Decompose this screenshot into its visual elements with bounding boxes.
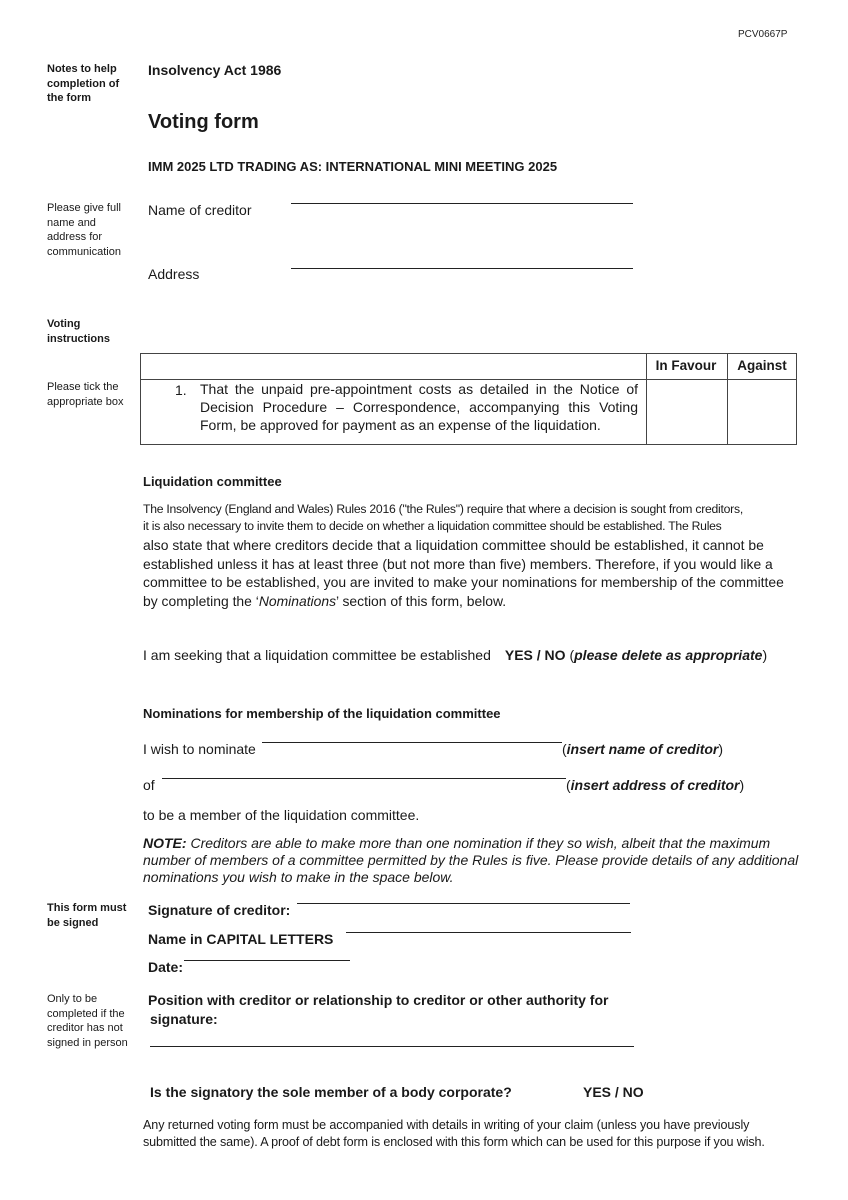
capital-name-field[interactable] [346,932,631,933]
creditor-address-field[interactable] [291,268,633,269]
resolution-number: 1. [175,382,187,398]
committee-para-line2: it is also necessary to invite them to decide on whether a liquidation committee should be established. The Rules [143,519,722,533]
side-note-voting-instructions: Voting instructions [47,318,110,345]
side-note-name-address: Please give full name and address for communication [47,202,121,258]
seeking-yes-no[interactable]: YES / NO [504,647,566,663]
position-label: Position with creditor or relationship to creditor or other authority for [148,992,609,1008]
date-label: Date: [148,959,184,975]
member-text: to be a member of the liquidation committee. [143,807,420,823]
nominee-address-field[interactable] [162,778,566,779]
signature-field[interactable] [297,903,630,904]
side-note-must-sign: This form must be signed [47,902,127,929]
nominations-note [143,835,803,886]
seeking-text: I am seeking that a liquidation committee be established [143,647,491,663]
position-field[interactable] [150,1046,634,1047]
form-reference: PCV0667P [738,29,788,40]
sole-member-question: Is the signatory the sole member of a body corporate? [150,1084,512,1100]
column-in-favour: In Favour [655,358,717,373]
nominations-heading: Nominations for membership of the liquidation committee [143,706,501,721]
page-title: Voting form [148,111,259,133]
committee-para-line1: The Insolvency (England and Wales) Rules 2016 ("the Rules") require that where a decision is sought from creditors, [143,502,743,516]
against-checkbox[interactable] [728,380,797,444]
nominee-name-hint: (insert name of creditor) [562,741,724,757]
date-field[interactable] [184,960,350,961]
committee-para-text: also state that where creditors decide that a liquidation committee should be established, it cannot be established unless it has at least three (but not more than five) members. Therefore, if you would like a committee to be established, you are invited to make your nominations for membership of the committee by completing the ‘ [143,537,784,609]
capital-name-label: Name in CAPITAL LETTERS [148,931,334,947]
liquidation-committee-heading: Liquidation committee [143,474,282,489]
seeking-hint: please delete as appropriate [574,647,763,663]
in-favour-checkbox[interactable] [647,380,727,444]
vote-table-header [141,354,796,380]
side-note-tick: Please tick the appropriate box [47,381,124,408]
act-heading: Insolvency Act 1986 [148,62,282,78]
committee-paragraph [143,536,795,610]
column-against: Against [737,358,787,373]
vote-table [140,353,797,445]
note-label: NOTE: [143,835,187,851]
sole-member-yes-no[interactable]: YES / NO [583,1084,644,1100]
creditor-name-field[interactable] [291,203,633,204]
footer-line1: Any returned voting form must be accompanied with details in writing of your claim (unless you have previously [143,1118,750,1132]
creditor-name-label: Name of creditor [148,202,252,218]
nominate-label: I wish to nominate [143,741,256,757]
side-note-help: Notes to help completion of the form [47,63,120,104]
side-note-only-if: Only to be completed if the creditor has not signed in person [47,993,128,1049]
committee-para-end: ’ section of this form, below. [336,592,507,609]
committee-para-italic: Nominations [258,592,337,609]
nominee-name-field[interactable] [262,742,562,743]
company-name: IMM 2025 LTD TRADING AS: INTERNATIONAL MINI MEETING 2025 [148,159,558,174]
signature-label: Signature of creditor: [148,902,291,918]
of-label: of [143,777,155,793]
seeking-committee-line: I am seeking that a liquidation committee be established YES / NO (please delete as appropriate) [143,647,768,663]
position-label-cont: signature: [150,1011,218,1027]
creditor-address-label: Address [148,266,200,282]
nominee-address-hint: (insert address of creditor) [566,777,745,793]
resolution-text: That the unpaid pre-appointment costs as detailed in the Notice of Decision Procedure – Correspondence, accompanying this Voting Form, be approved for payment as an expense of the liquidation. [200,381,638,433]
note-text: Creditors are able to make more than one nomination if they so wish, albeit that the maximum number of members of a committee permitted by the Rules is five. Please provide details of any additional nominations you wish to make in the space below. [143,835,799,885]
footer-line2: submitted the same). A proof of debt form is enclosed with this form which can be used for this purpose if you wish. [143,1135,765,1149]
